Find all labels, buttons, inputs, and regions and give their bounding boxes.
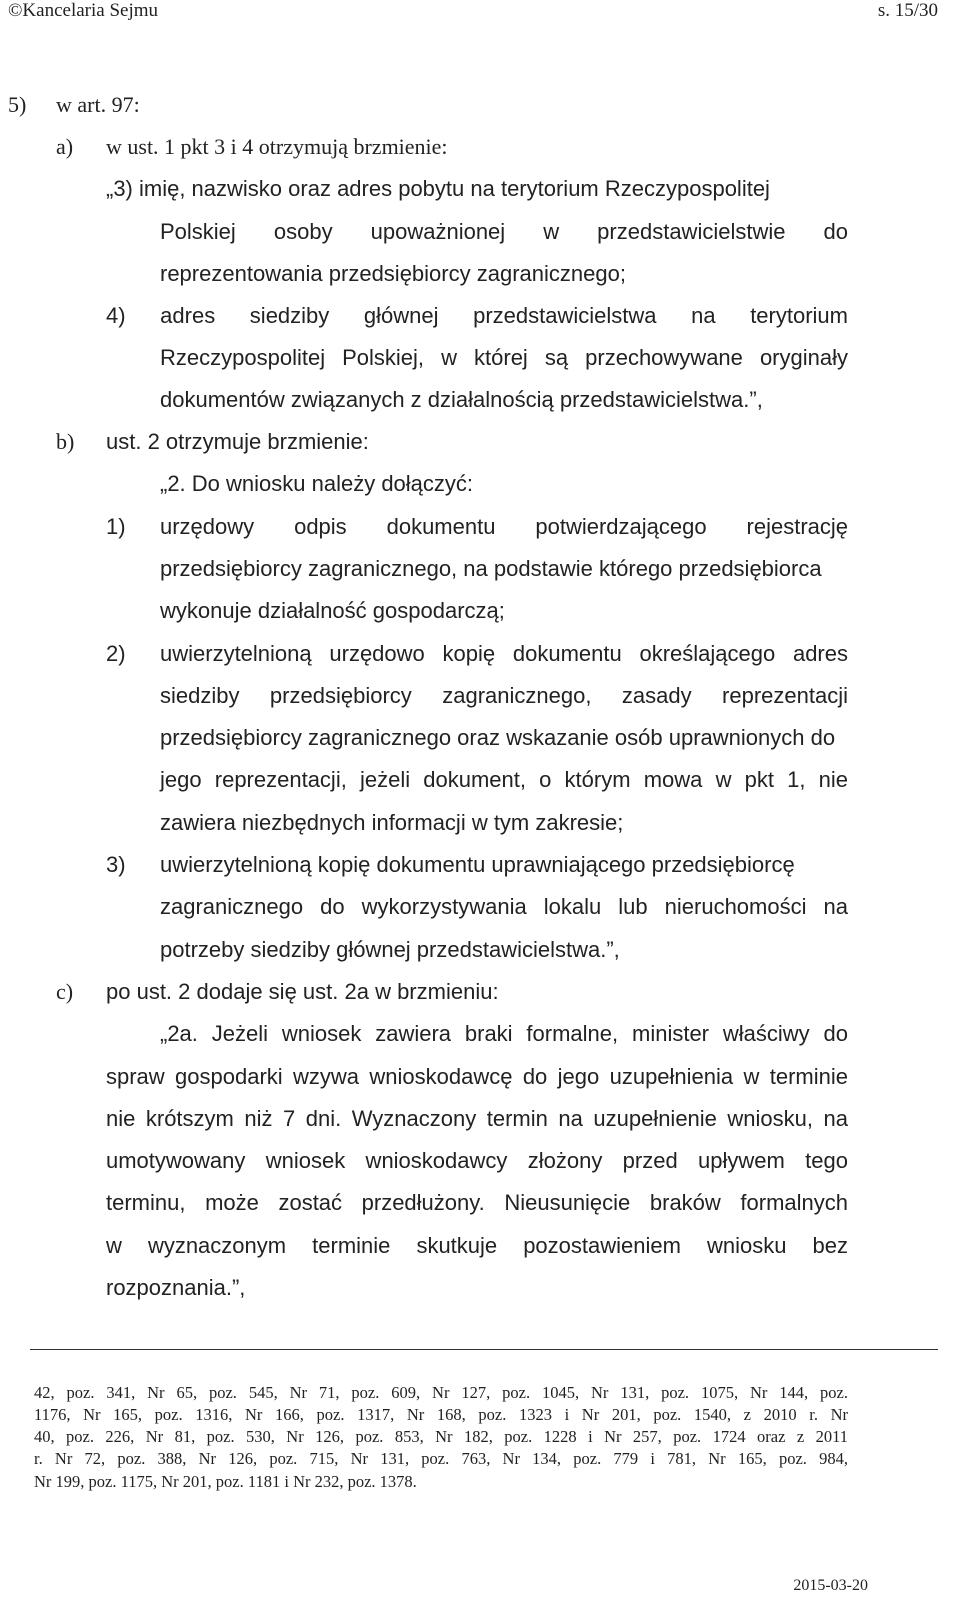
list-number-2: 2) [106, 641, 126, 666]
list-item-2-line-5: zawiera niezbędnych informacji w tym zakresie; [160, 810, 624, 835]
quoted-point-4-line-2 [160, 345, 848, 371]
list-number-3: 3) [106, 852, 126, 877]
quoted-point-3-line-3: reprezentowania przedsiębiorcy zagranicznego; [160, 261, 626, 286]
quoted-point-4-line-1-text: 4) adres siedziby głównej przedstawicielstwa na terytorium [106, 303, 848, 328]
footnote-line-3: 40, poz. 226, Nr 81, poz. 530, Nr 126, poz. 853, Nr 182, poz. 1228 i Nr 257, poz. 1724 oraz z 2011 [34, 1427, 848, 1446]
point-a-label: a) [56, 134, 74, 159]
quoted-ust-2a-line-2: spraw gospodarki wzywa wnioskodawcę do jego uzupełnienia w terminie [106, 1064, 848, 1089]
quoted-point-3-line-2-text: Polskiej osoby upoważnionej w przedstawicielstwie do [160, 219, 848, 244]
footnote-divider [30, 1349, 938, 1350]
quoted-ust-2a-line-4: umotywowany wniosek wnioskodawcy złożony przed upływem tego [106, 1148, 848, 1173]
list-item-1-line-1: urzędowy odpis dokumentu potwierdzającego rejestrację [160, 514, 848, 539]
list-item-3-line-3: potrzeby siedziby głównej przedstawicielstwa.”, [160, 937, 620, 962]
item-5-text: w art. 97: [56, 92, 140, 117]
list-number-1: 1) [106, 514, 126, 539]
quoted-ust-2-intro: „2. Do wniosku należy dołączyć: [160, 471, 474, 496]
point-a-text: w ust. 1 pkt 3 i 4 otrzymują brzmienie: [106, 134, 448, 159]
quoted-point-4-line-1 [106, 303, 848, 329]
point-b-text: ust. 2 otrzymuje brzmienie: [106, 429, 369, 454]
list-item-1-line-2: przedsiębiorcy zagranicznego, na podstawie którego przedsiębiorca [160, 556, 822, 581]
quoted-ust-2a-line-1: „2a. Jeżeli wniosek zawiera braki formalne, minister właściwy do [160, 1021, 848, 1046]
quoted-point-4-line-2-text: Rzeczypospolitej Polskiej, w której są przechowywane oryginały [160, 345, 848, 370]
quoted-ust-2a-line-3: nie krótszym niż 7 dni. Wyznaczony termin na uzupełnienie wniosku, na [106, 1106, 848, 1131]
list-item-1-line-3: wykonuje działalność gospodarczą; [160, 598, 505, 623]
page-footer-date: 2015-03-20 [793, 1577, 868, 1594]
point-b-label: b) [56, 429, 75, 454]
list-item-2-line-3: przedsiębiorcy zagranicznego oraz wskazanie osób uprawnionych do [160, 725, 836, 750]
list-item-3-line-2: zagranicznego do wykorzystywania lokalu lub nieruchomości na [160, 894, 848, 919]
list-item-3-line-1: uwierzytelnioną kopię dokumentu uprawniającego przedsiębiorcę [160, 852, 795, 877]
list-item-2-line-4: jego reprezentacji, jeżeli dokument, o którym mowa w pkt 1, nie [160, 767, 848, 792]
quoted-ust-2a-line-5: terminu, może zostać przedłużony. Nieusunięcie braków formalnych [106, 1190, 848, 1215]
footnote-line-5: Nr 199, poz. 1175, Nr 201, poz. 1181 i Nr 232, poz. 1378. [34, 1472, 417, 1491]
header-page-number: s. 15/30 [877, 0, 938, 21]
list-item-2-line-2: siedziby przedsiębiorcy zagranicznego, zasady reprezentacji [160, 683, 848, 708]
list-item-2-line-1: uwierzytelnioną urzędowo kopię dokumentu określającego adres [160, 641, 848, 666]
quoted-point-3-line-1: „3) imię, nazwisko oraz adres pobytu na terytorium Rzeczypospolitej [106, 176, 770, 201]
point-c-label: c) [56, 979, 74, 1004]
quoted-point-4-line-3: dokumentów związanych z działalnością przedstawicielstwa.”, [160, 387, 763, 412]
item-number-5: 5) [8, 92, 27, 117]
page-header [0, 0, 960, 26]
footnote-line-4: r. Nr 72, poz. 388, Nr 126, poz. 715, Nr 131, poz. 763, Nr 134, poz. 779 i 781, Nr 165, poz. 984, [34, 1449, 848, 1468]
footnote-line-1: 42, poz. 341, Nr 65, poz. 545, Nr 71, poz. 609, Nr 127, poz. 1045, Nr 131, poz. 1075, Nr 144, poz. [34, 1383, 848, 1402]
quoted-ust-2a-line-6: w wyznaczonym terminie skutkuje pozostawieniem wniosku bez [106, 1233, 848, 1258]
point-c-text: po ust. 2 dodaje się ust. 2a w brzmieniu: [106, 979, 499, 1004]
footnote-line-2: 1176, Nr 165, poz. 1316, Nr 166, poz. 1317, Nr 168, poz. 1323 i Nr 201, poz. 1540, z 2010 r. Nr [34, 1405, 848, 1424]
quoted-point-3-line-2 [160, 219, 848, 245]
header-source: ©Kancelaria Sejmu [8, 0, 159, 21]
quoted-ust-2a-line-7: rozpoznania.”, [106, 1275, 246, 1300]
